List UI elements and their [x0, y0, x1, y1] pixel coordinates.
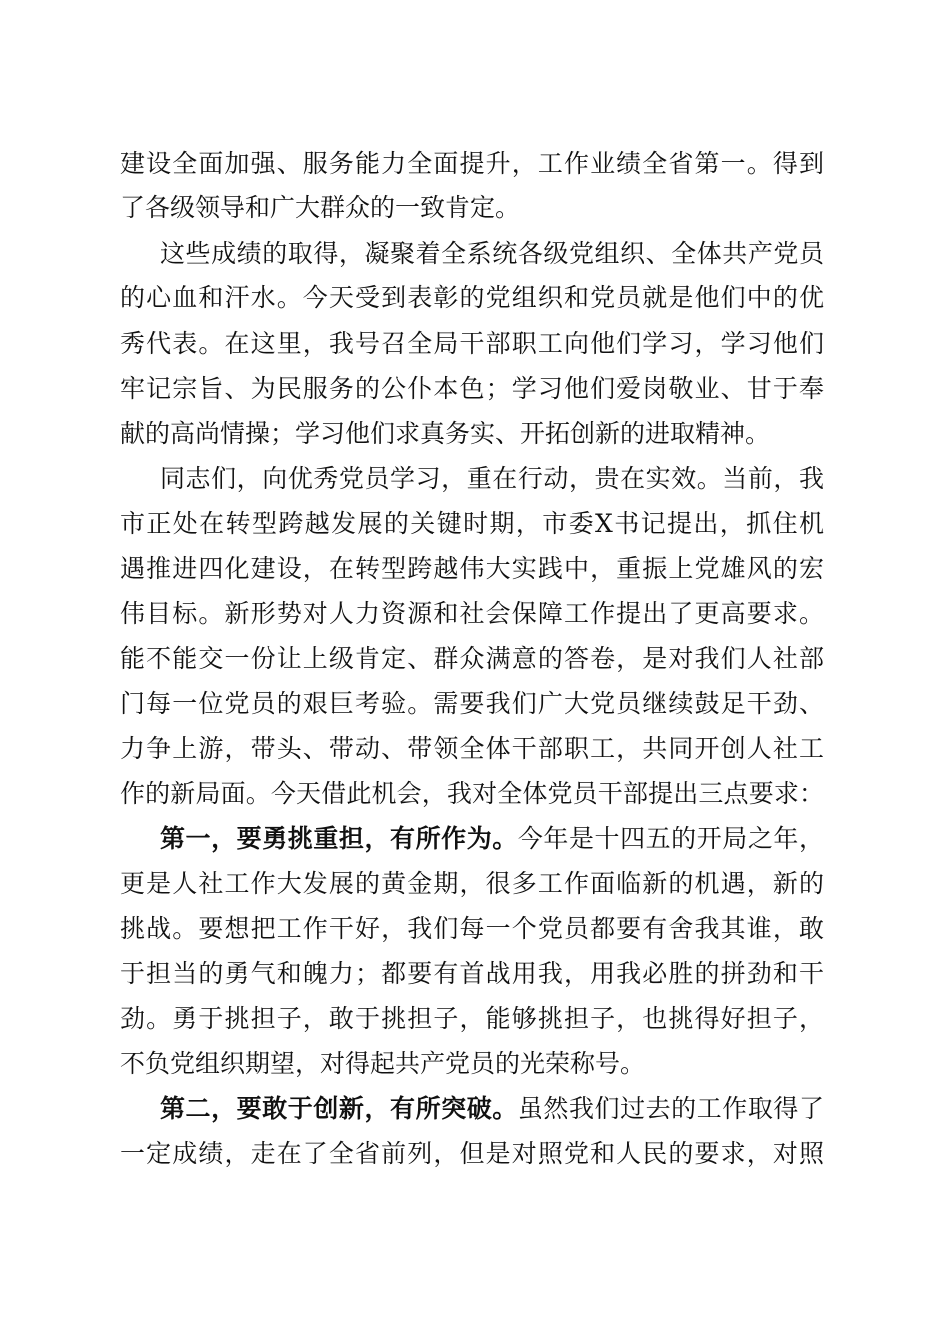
paragraph-line: 献的高尚情操；学习他们求真务实、开拓创新的进取精神。 [120, 419, 771, 448]
paragraph-line: 一定成绩，走在了全省前列，但是对照党和人民的要求，对照 [120, 1139, 824, 1168]
paragraph-line: 秀代表。在这里，我号召全局干部职工向他们学习，学习他们 [120, 329, 824, 358]
paragraph-line: 能不能交一份让上级肯定、群众满意的答卷，是对我们人社部 [120, 644, 824, 673]
paragraph-text: 今年是十四五的开局之年， [517, 824, 824, 853]
paragraph-line: 同志们，向优秀党员学习，重在行动，贵在实效。当前，我 [160, 464, 824, 493]
paragraph-line: 伟目标。新形势对人力资源和社会保障工作提出了更高要求。 [120, 599, 824, 628]
paragraph-line: 力争上游，带头、带动、带领全体干部职工，共同开创人社工 [120, 734, 824, 763]
paragraph-line: 更是人社工作大发展的黄金期，很多工作面临新的机遇，新的 [120, 869, 824, 898]
paragraph-line: 建设全面加强、服务能力全面提升，工作业绩全省第一。得到 [120, 149, 824, 178]
paragraph-lead: 第一，要勇挑重担，有所作为。 [160, 824, 518, 853]
paragraph-line [160, 817, 824, 861]
paragraph-line [160, 1087, 824, 1131]
paragraph-line: 不负党组织期望，对得起共产党员的光荣称号。 [120, 1049, 646, 1078]
paragraph-line: 牢记宗旨、为民服务的公仆本色；学习他们爱岗敬业、甘于奉 [120, 374, 824, 403]
paragraph-line: 作的新局面。今天借此机会，我对全体党员干部提出三点要求： [120, 779, 824, 808]
paragraph-line: 挑战。要想把工作干好，我们每一个党员都要有舍我其谁，敢 [120, 914, 824, 943]
paragraph-line: 的心血和汗水。今天受到表彰的党组织和党员就是他们中的优 [120, 283, 824, 312]
paragraph-line: 于担当的勇气和魄力；都要有首战用我，用我必胜的拼劲和干 [120, 959, 824, 988]
paragraph-line: 门每一位党员的艰巨考验。需要我们广大党员继续鼓足干劲、 [120, 689, 824, 718]
paragraph-line: 这些成绩的取得，凝聚着全系统各级党组织、全体共产党员 [160, 239, 824, 268]
paragraph-line: 劲。勇于挑担子，敢于挑担子，能够挑担子，也挑得好担子， [120, 1004, 824, 1033]
paragraph-text: 虽然我们过去的工作取得了 [517, 1094, 824, 1123]
paragraph-line: 遇推进四化建设，在转型跨越伟大实践中，重振上党雄风的宏 [120, 554, 824, 583]
paragraph-line: 了各级领导和广大群众的一致肯定。 [120, 193, 521, 222]
paragraph-lead: 第二，要敢于创新，有所突破。 [160, 1094, 518, 1123]
paragraph-line: 市正处在转型跨越发展的关键时期，市委X书记提出，抓住机 [120, 509, 824, 538]
